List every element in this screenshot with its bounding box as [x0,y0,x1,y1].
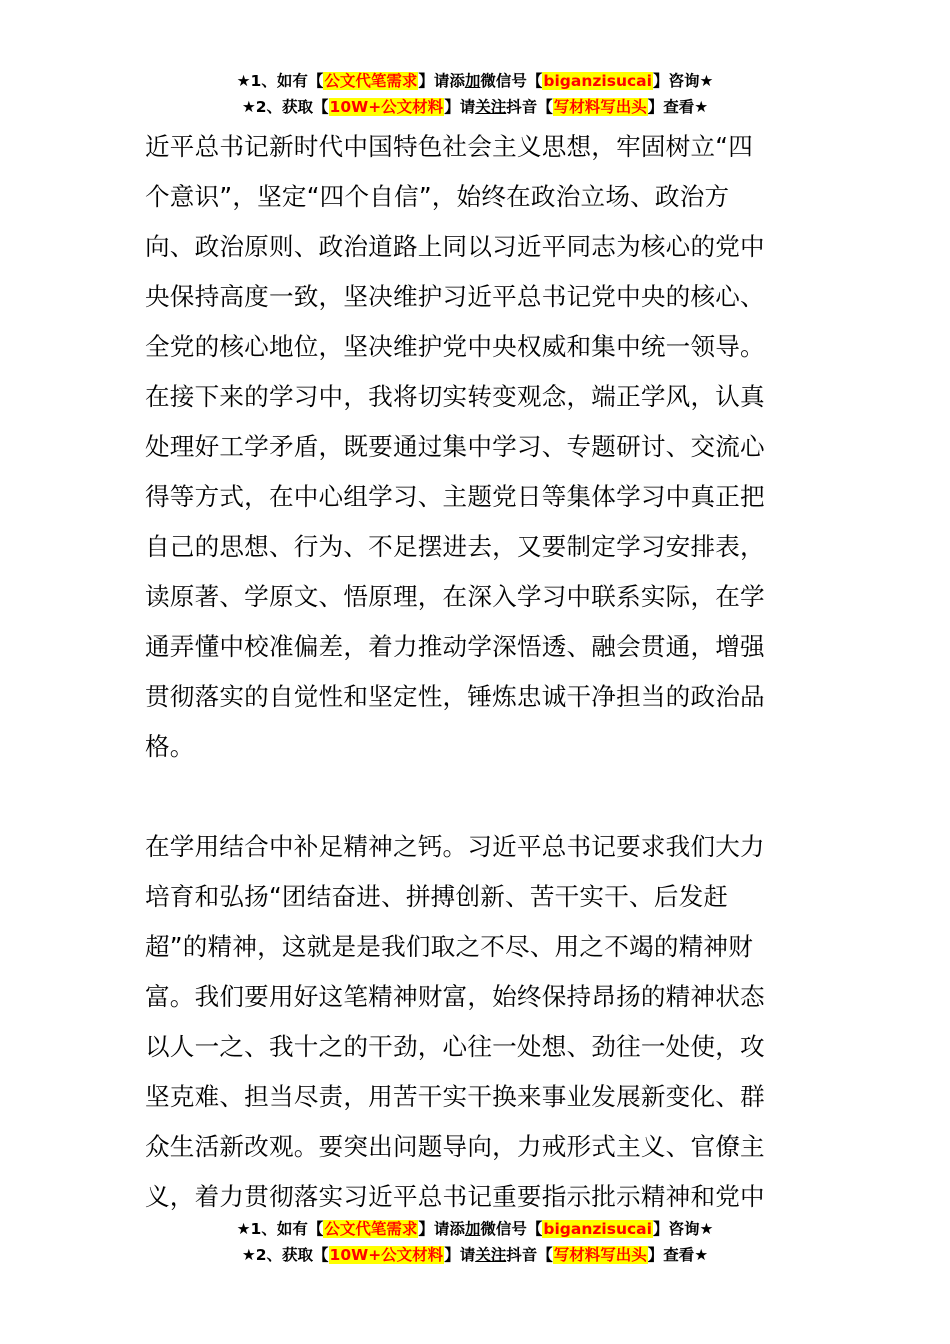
promo-line-2 [0,94,950,120]
promo-highlight-ghostwriting: 公文代笔需求 [324,72,418,90]
paragraph-gap [145,772,809,822]
text-line: 得等方式，在中心组学习、主题党日等集体学习中真正把 [145,482,765,511]
promo-highlight-ghostwriting: 公文代笔需求 [324,1220,418,1238]
promo-highlight-wechat-id: biganzisucai [543,1220,652,1238]
promo-text: 抖音【 [506,98,553,116]
promo-underline: 加 [464,72,481,90]
promo-text: 】请 [444,1246,476,1264]
promo-banner-bottom [0,1216,950,1268]
text-line: 央保持高度一致，坚决维护习近平总书记党中央的核心、 [145,282,765,311]
text-line: 培育和弘扬“团结奋进、拼搏创新、苦干实干、后发赶 [145,882,729,911]
promo-text: 】请添 [418,1220,465,1238]
document-body [145,122,809,1222]
text-line: 向、政治原则、政治道路上同以习近平同志为核心的党中 [145,232,765,261]
text-line: 坚克难、担当尽责，用苦干实干换来事业发展新变化、群 [145,1082,765,1111]
text-line: 超”的精神，这就是是我们取之不尽、用之不竭的精神财 [145,932,753,961]
promo-text: 微信号【 [480,72,543,90]
promo-text: 】咨询★ [652,1220,714,1238]
promo-highlight-douyin: 写材料写出头 [553,1246,647,1264]
promo-text: 抖音【 [506,1246,553,1264]
promo-text: ★1、如有【 [236,1220,324,1238]
promo-line-1 [0,68,950,94]
promo-highlight-wechat-id: biganzisucai [543,72,652,90]
text-line: 自己的思想、行为、不足摆进去，又要制定学习安排表， [145,532,765,561]
promo-text: 】请 [444,98,476,116]
promo-text: 】查看★ [647,1246,709,1264]
promo-text: ★1、如有【 [236,72,324,90]
text-line: 在学用结合中补足精神之钙。习近平总书记要求我们大力 [145,832,765,861]
text-line: 贯彻落实的自觉性和坚定性，锤炼忠诚干净担当的政治品 [145,682,765,711]
text-line: 个意识”，坚定“四个自信”，始终在政治立场、政治方 [145,182,730,211]
text-line: 全党的核心地位，坚决维护党中央权威和集中统一领导。 [145,332,765,361]
promo-text: 微信号【 [480,1220,543,1238]
promo-text: 】请添 [418,72,465,90]
promo-line-1 [0,1216,950,1242]
promo-text: ★2、获取【 [241,1246,329,1264]
text-line: 处理好工学矛盾，既要通过集中学习、专题研讨、交流心 [145,432,765,461]
promo-banner-top [0,68,950,120]
promo-highlight-materials: 10W+公文材料 [329,98,444,116]
text-line: 格。 [145,732,195,761]
text-line: 义，着力贯彻落实习近平总书记重要指示批示精神和党中 [145,1182,765,1211]
paragraph-2 [145,822,809,1222]
promo-highlight-douyin: 写材料写出头 [553,98,647,116]
promo-underline: 关注 [475,1246,507,1264]
promo-underline: 关注 [475,98,507,116]
text-line: 富。我们要用好这笔精神财富，始终保持昂扬的精神状态 [145,982,765,1011]
promo-line-2 [0,1242,950,1268]
text-line: 众生活新改观。要突出问题导向，力戒形式主义、官僚主 [145,1132,765,1161]
text-line: 近平总书记新时代中国特色社会主义思想，牢固树立“四 [145,132,753,161]
paragraph-1 [145,122,809,772]
promo-text: ★2、获取【 [241,98,329,116]
promo-underline: 加 [464,1220,481,1238]
promo-text: 】查看★ [647,98,709,116]
text-line: 在接下来的学习中，我将切实转变观念，端正学风，认真 [145,382,765,411]
promo-text: 】咨询★ [652,72,714,90]
text-line: 通弄懂中校准偏差，着力推动学深悟透、融会贯通，增强 [145,632,765,661]
text-line: 以人一之、我十之的干劲，心往一处想、劲往一处使，攻 [145,1032,765,1061]
text-line: 读原著、学原文、悟原理，在深入学习中联系实际，在学 [145,582,765,611]
promo-highlight-materials: 10W+公文材料 [329,1246,444,1264]
